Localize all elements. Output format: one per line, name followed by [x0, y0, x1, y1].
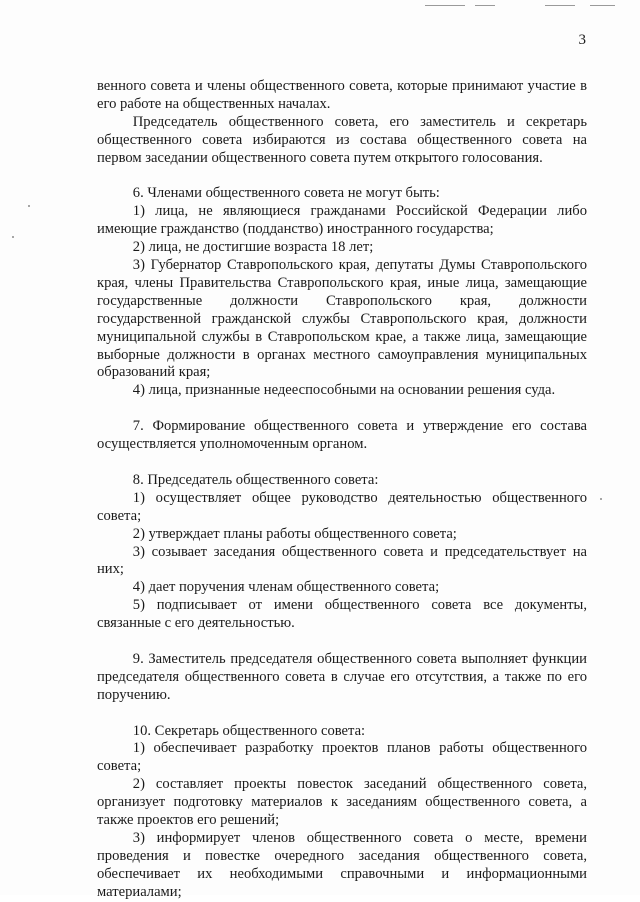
paragraph: 2) составляет проекты повесток заседаний общественного совета, организует подготовку материалов к заседаниям общественного совета, а также проектов его решений; — [97, 776, 587, 829]
scan-artifact — [545, 5, 575, 6]
paragraph: 7. Формирование общественного совета и утверждение его состава осуществляется уполномоченным органом. — [97, 418, 587, 453]
paragraph: 5) подписывает от имени общественного совета все документы, связанные с его деятельностью. — [97, 597, 587, 632]
paragraph: 4) лица, признанные недееспособными на основании решения суда. — [132, 382, 556, 399]
paragraph: 1) осуществляет общее руководство деятельностью общественного совета; — [97, 489, 587, 524]
paragraph: 1) лица, не являющиеся гражданами Российской Федерации либо имеющие гражданство (подданство) иностранного государства; — [97, 203, 587, 238]
paragraph: 3) информирует членов общественного совета о месте, времени проведения и повестке очередного заседания общественного совета, обеспечивает их необходимыми справочными и информационными материалами; — [97, 829, 587, 900]
paragraph: 1) обеспечивает разработку проектов планов работы общественного совета; — [97, 740, 587, 775]
scan-artifact — [590, 5, 615, 6]
page-number: 3 — [578, 32, 586, 48]
paragraph: 3) Губернатор Ставропольского края, депутаты Думы Ставропольского края, члены Правительства Ставропольского края, иные лица, замещающие государственные должности Ставропольского края, должности государственной гражданской службы Ставропольского края, должности муниципальной службы в Ставропольском крае, а также лица, замещающие выборные должности в органах местного самоуправления муниципальных образований края; — [97, 257, 587, 381]
paragraph: 8. Председатель общественного совета: — [132, 471, 379, 488]
scan-artifact — [425, 5, 465, 6]
margin-mark — [12, 236, 14, 238]
paragraph: 4) дает поручения членам общественного совета; — [132, 579, 440, 596]
paragraph: 2) лица, не достигшие возраста 18 лет; — [132, 239, 374, 256]
scan-artifact — [475, 5, 495, 6]
margin-mark — [28, 205, 30, 207]
document-body — [97, 78, 587, 902]
paragraph: 9. Заместитель председателя общественного совета выполняет функции председателя общественного совета в случае его отсутствия, а также по его поручению. — [97, 650, 587, 703]
margin-mark — [600, 498, 602, 500]
paragraph: венного совета и члены общественного совета, которые принимают участие в его работе на общественных началах. — [97, 78, 587, 112]
paragraph: 6. Членами общественного совета не могут быть: — [132, 185, 440, 202]
paragraph: Председатель общественного совета, его заместитель и секретарь общественного совета избираются из состава общественного совета на первом заседании общественного совета путем открытого голосования. — [97, 113, 587, 166]
paragraph: 2) утверждает планы работы общественного совета; — [132, 525, 457, 542]
paragraph: 3) созывает заседания общественного совета и председательствует на них; — [97, 543, 587, 578]
paragraph: 10. Секретарь общественного совета: — [132, 722, 366, 739]
